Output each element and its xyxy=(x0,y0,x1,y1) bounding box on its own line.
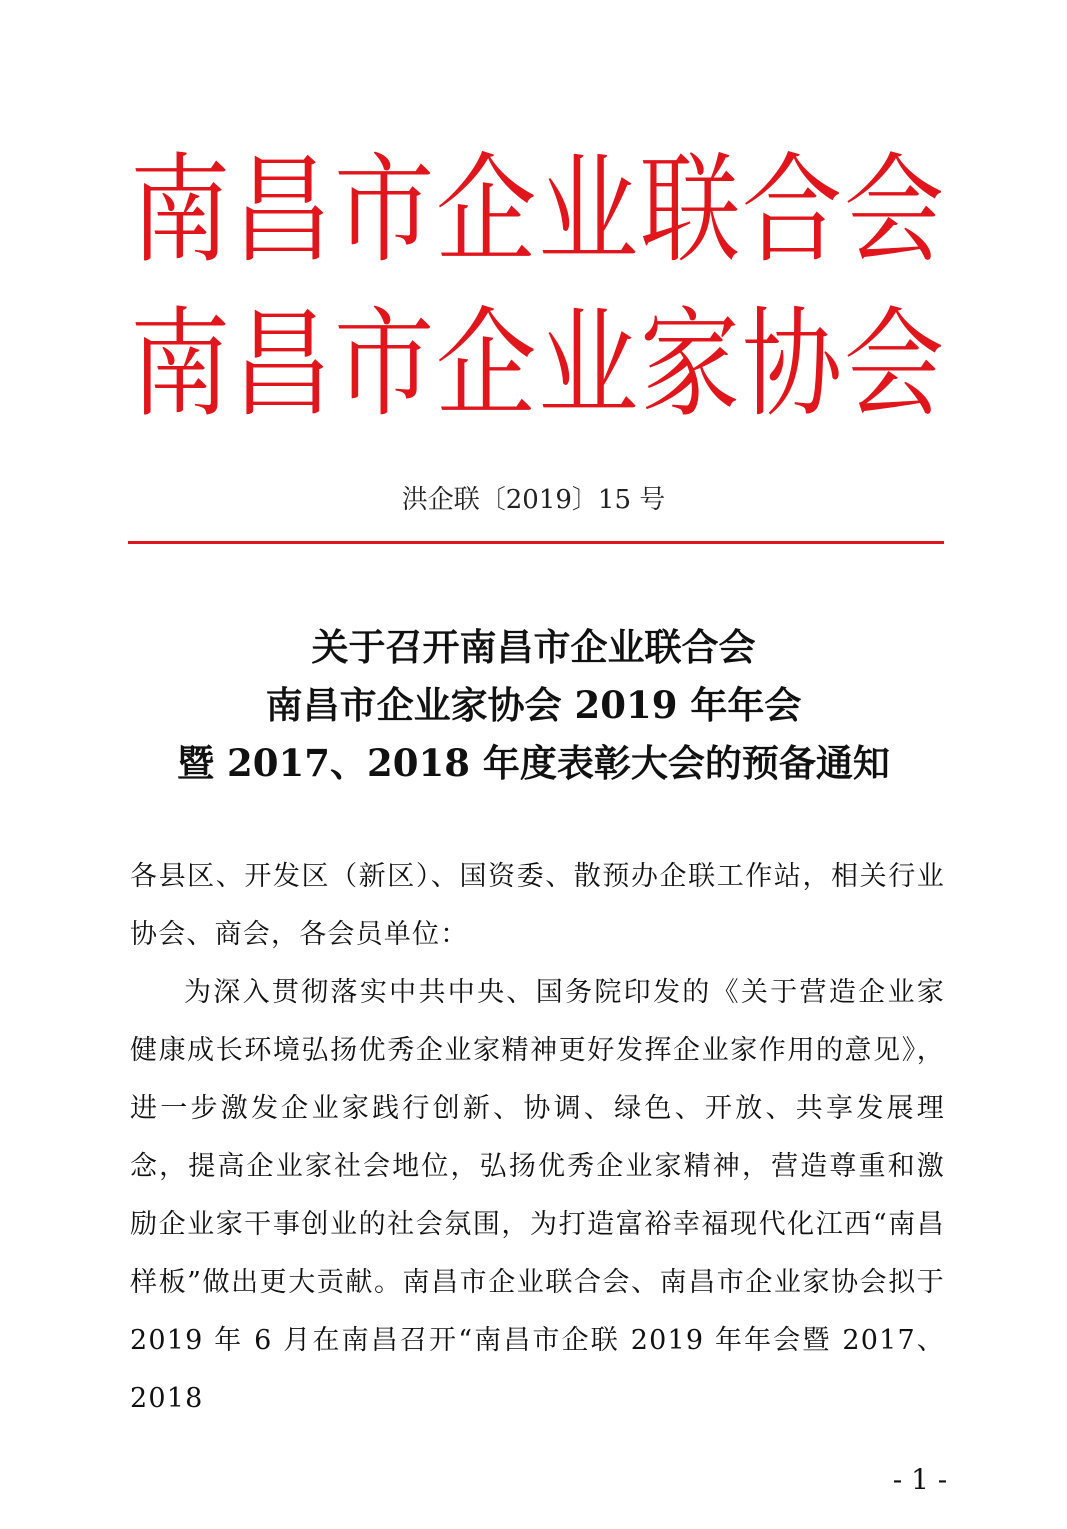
red-divider xyxy=(128,541,944,544)
page-number: - 1 - xyxy=(892,1463,948,1496)
letterhead-char: 业 xyxy=(537,295,639,433)
document-body xyxy=(130,848,945,1428)
letterhead-char: 企 xyxy=(435,295,537,433)
title-line-3: 暨 2017、2018 年度表彰大会的预备通知 xyxy=(177,741,890,785)
letterhead-char: 会 xyxy=(843,141,945,279)
letterhead-char: 市 xyxy=(333,141,435,279)
letterhead-char: 会 xyxy=(843,295,945,433)
letterhead-char: 联 xyxy=(639,141,741,279)
letterhead-char: 南 xyxy=(130,295,231,433)
letterhead-line-1 xyxy=(130,141,945,279)
body-paragraph: 为深入贯彻落实中共中央、国务院印发的《关于营造企业家健康成长环境弘扬优秀企业家精神更好发挥企业家作用的意见》，进一步激发企业家践行创新、协调、绿色、开放、共享发展理念，提高企业家社会地位，弘扬优秀企业家精神，营造尊重和激励企业家干事创业的社会氛围，为打造富裕幸福现代化江西“南昌样板”做出更大贡献。南昌市企业联合会、南昌市企业家协会拟于 2019 年 6 月在南昌召开“南昌市企联 2019 年年会暨 2017、2018 xyxy=(130,977,945,1414)
letterhead-char: 南 xyxy=(130,141,231,279)
letterhead-line-2 xyxy=(130,295,945,433)
document-title xyxy=(100,618,967,792)
title-line-1: 关于召开南昌市企业联合会 xyxy=(311,625,756,669)
letterhead-char: 业 xyxy=(537,141,639,279)
salutation: 各县区、开发区（新区）、国资委、散预办企联工作站，相关行业协会、商会，各会员单位： xyxy=(130,861,945,950)
letterhead-char: 昌 xyxy=(231,295,333,433)
letterhead-char: 合 xyxy=(741,141,843,279)
letterhead-char: 市 xyxy=(333,295,435,433)
letterhead-char: 昌 xyxy=(231,141,333,279)
title-line-2: 南昌市企业家协会 2019 年年会 xyxy=(265,683,802,727)
letterhead-char: 协 xyxy=(741,295,843,433)
letterhead-char: 企 xyxy=(435,141,537,279)
letterhead-char: 家 xyxy=(639,295,741,433)
document-number: 洪企联〔2019〕15 号 xyxy=(401,485,666,515)
